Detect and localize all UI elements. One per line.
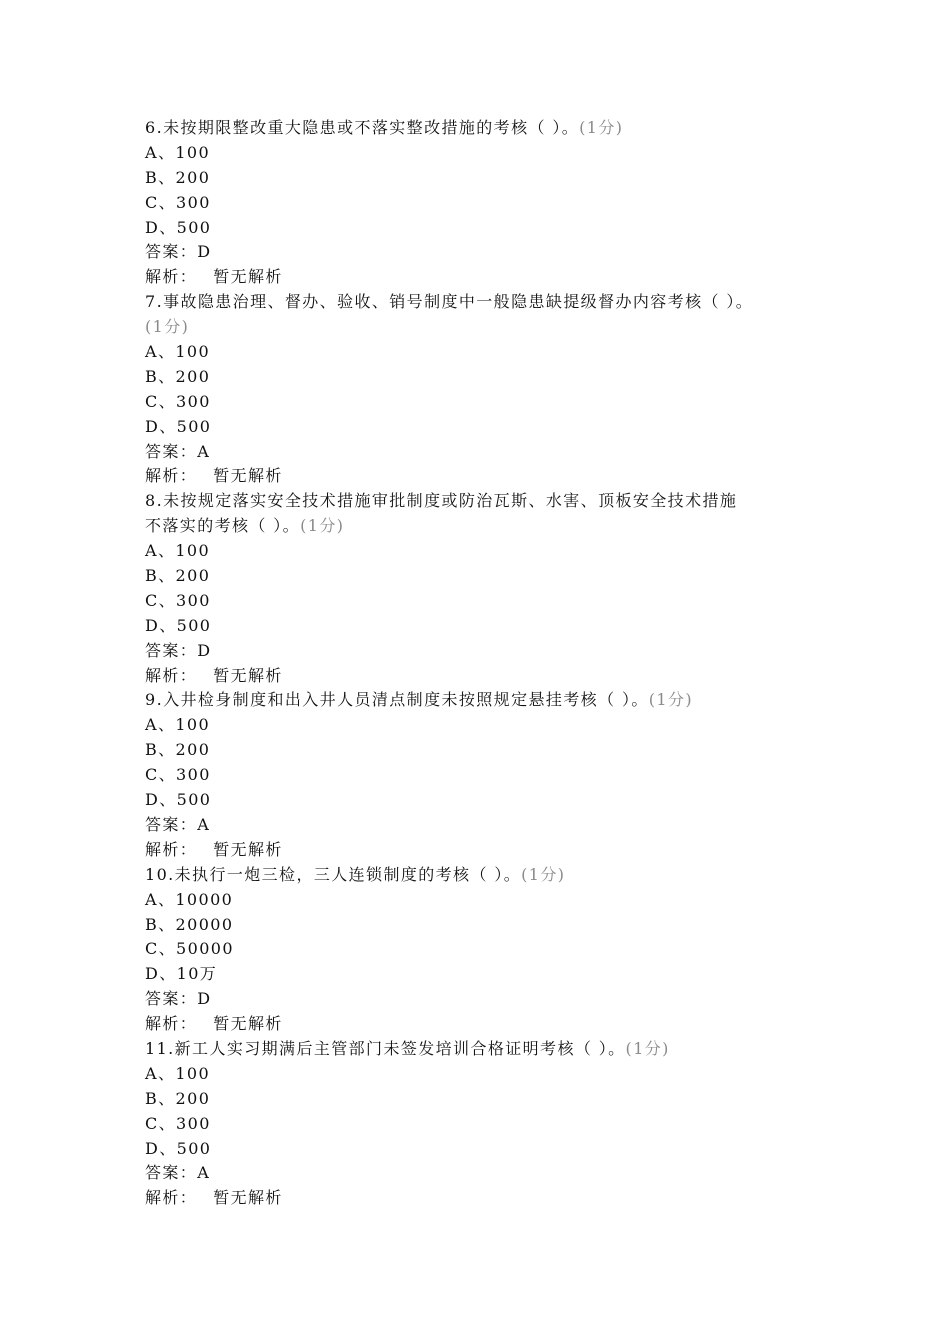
question-score: (1分) — [579, 118, 624, 137]
analysis-line — [145, 1012, 835, 1037]
option-b: B、20000 — [145, 914, 234, 934]
question-text: 6.未按期限整改重大隐患或不落实整改措施的考核（ ）。(1分) — [145, 118, 624, 137]
question-text-continued: 不落实的考核（ ）。(1分) — [145, 516, 345, 536]
option-c: C、50000 — [145, 939, 234, 959]
analysis-text: 暂无解析 — [213, 1014, 283, 1034]
analysis-text: 暂无解析 — [213, 1188, 283, 1208]
option-b: B、200 — [145, 1088, 211, 1108]
analysis-label: 解析： — [145, 466, 198, 486]
option-b: B、200 — [145, 366, 211, 386]
answer-line: 答案：D — [145, 242, 212, 262]
analysis-label: 解析： — [145, 1014, 198, 1034]
option-b: B、200 — [145, 740, 211, 760]
question-block — [145, 290, 835, 489]
analysis-label: 解析： — [145, 665, 198, 685]
question-text: 11.新工人实习期满后主管部门未签发培训合格证明考核（ ）。(1分) — [145, 1038, 670, 1058]
option-c: C、300 — [145, 192, 211, 212]
question-block — [145, 1037, 835, 1211]
option-d: D、500 — [145, 416, 212, 436]
option-a: A、10000 — [145, 889, 234, 909]
question-score: (1分) — [300, 516, 345, 536]
analysis-line — [145, 1186, 835, 1211]
analysis-label: 解析： — [145, 1188, 198, 1208]
option-d: D、10万 — [145, 964, 218, 984]
question-score: (1分) — [625, 1038, 670, 1058]
question-score: (1分) — [521, 864, 566, 884]
question-block — [145, 489, 835, 688]
answer-line: 答案：A — [145, 1163, 211, 1183]
option-b: B、200 — [145, 566, 211, 586]
option-d: D、500 — [145, 1138, 212, 1158]
question-block — [145, 116, 835, 290]
analysis-label: 解析： — [145, 839, 198, 859]
document-page — [145, 116, 835, 1211]
analysis-text: 暂无解析 — [213, 665, 283, 685]
question-text: 9.入井检身制度和出入井人员清点制度未按照规定悬挂考核（ ）。(1分) — [145, 690, 694, 710]
option-b: B、200 — [145, 167, 211, 187]
answer-line: 答案：D — [145, 989, 212, 1009]
analysis-line — [145, 464, 835, 489]
option-a: A、100 — [145, 342, 211, 362]
option-d: D、500 — [145, 615, 212, 635]
option-a: A、100 — [145, 142, 211, 162]
option-d: D、500 — [145, 790, 212, 810]
question-text: 7.事故隐患治理、督办、验收、销号制度中一般隐患缺提级督办内容考核（ ）。 — [145, 292, 754, 312]
option-c: C、300 — [145, 391, 211, 411]
option-c: C、300 — [145, 1113, 211, 1133]
option-c: C、300 — [145, 590, 211, 610]
answer-line: 答案：A — [145, 814, 211, 834]
option-a: A、100 — [145, 1063, 211, 1083]
option-c: C、300 — [145, 765, 211, 785]
option-d: D、500 — [145, 217, 212, 237]
question-score: (1分) — [648, 690, 694, 710]
answer-line: 答案：A — [145, 441, 211, 461]
question-text: 8.未按规定落实安全技术措施审批制度或防治瓦斯、水害、顶板安全技术措施 — [145, 491, 738, 511]
option-a: A、100 — [145, 541, 211, 561]
analysis-line — [145, 664, 835, 689]
question-block — [145, 863, 835, 1037]
option-a: A、100 — [145, 715, 211, 735]
answer-line: 答案：D — [145, 640, 212, 660]
analysis-text: 暂无解析 — [213, 466, 283, 486]
analysis-line — [145, 265, 835, 290]
question-score: (1分) — [145, 317, 190, 337]
analysis-text: 暂无解析 — [213, 839, 283, 859]
analysis-line — [145, 838, 835, 863]
question-block — [145, 688, 835, 862]
question-text: 10.未执行一炮三检，三人连锁制度的考核（ ）。(1分) — [145, 864, 566, 884]
analysis-text: 暂无解析 — [213, 267, 283, 287]
analysis-label: 解析： — [145, 267, 198, 287]
